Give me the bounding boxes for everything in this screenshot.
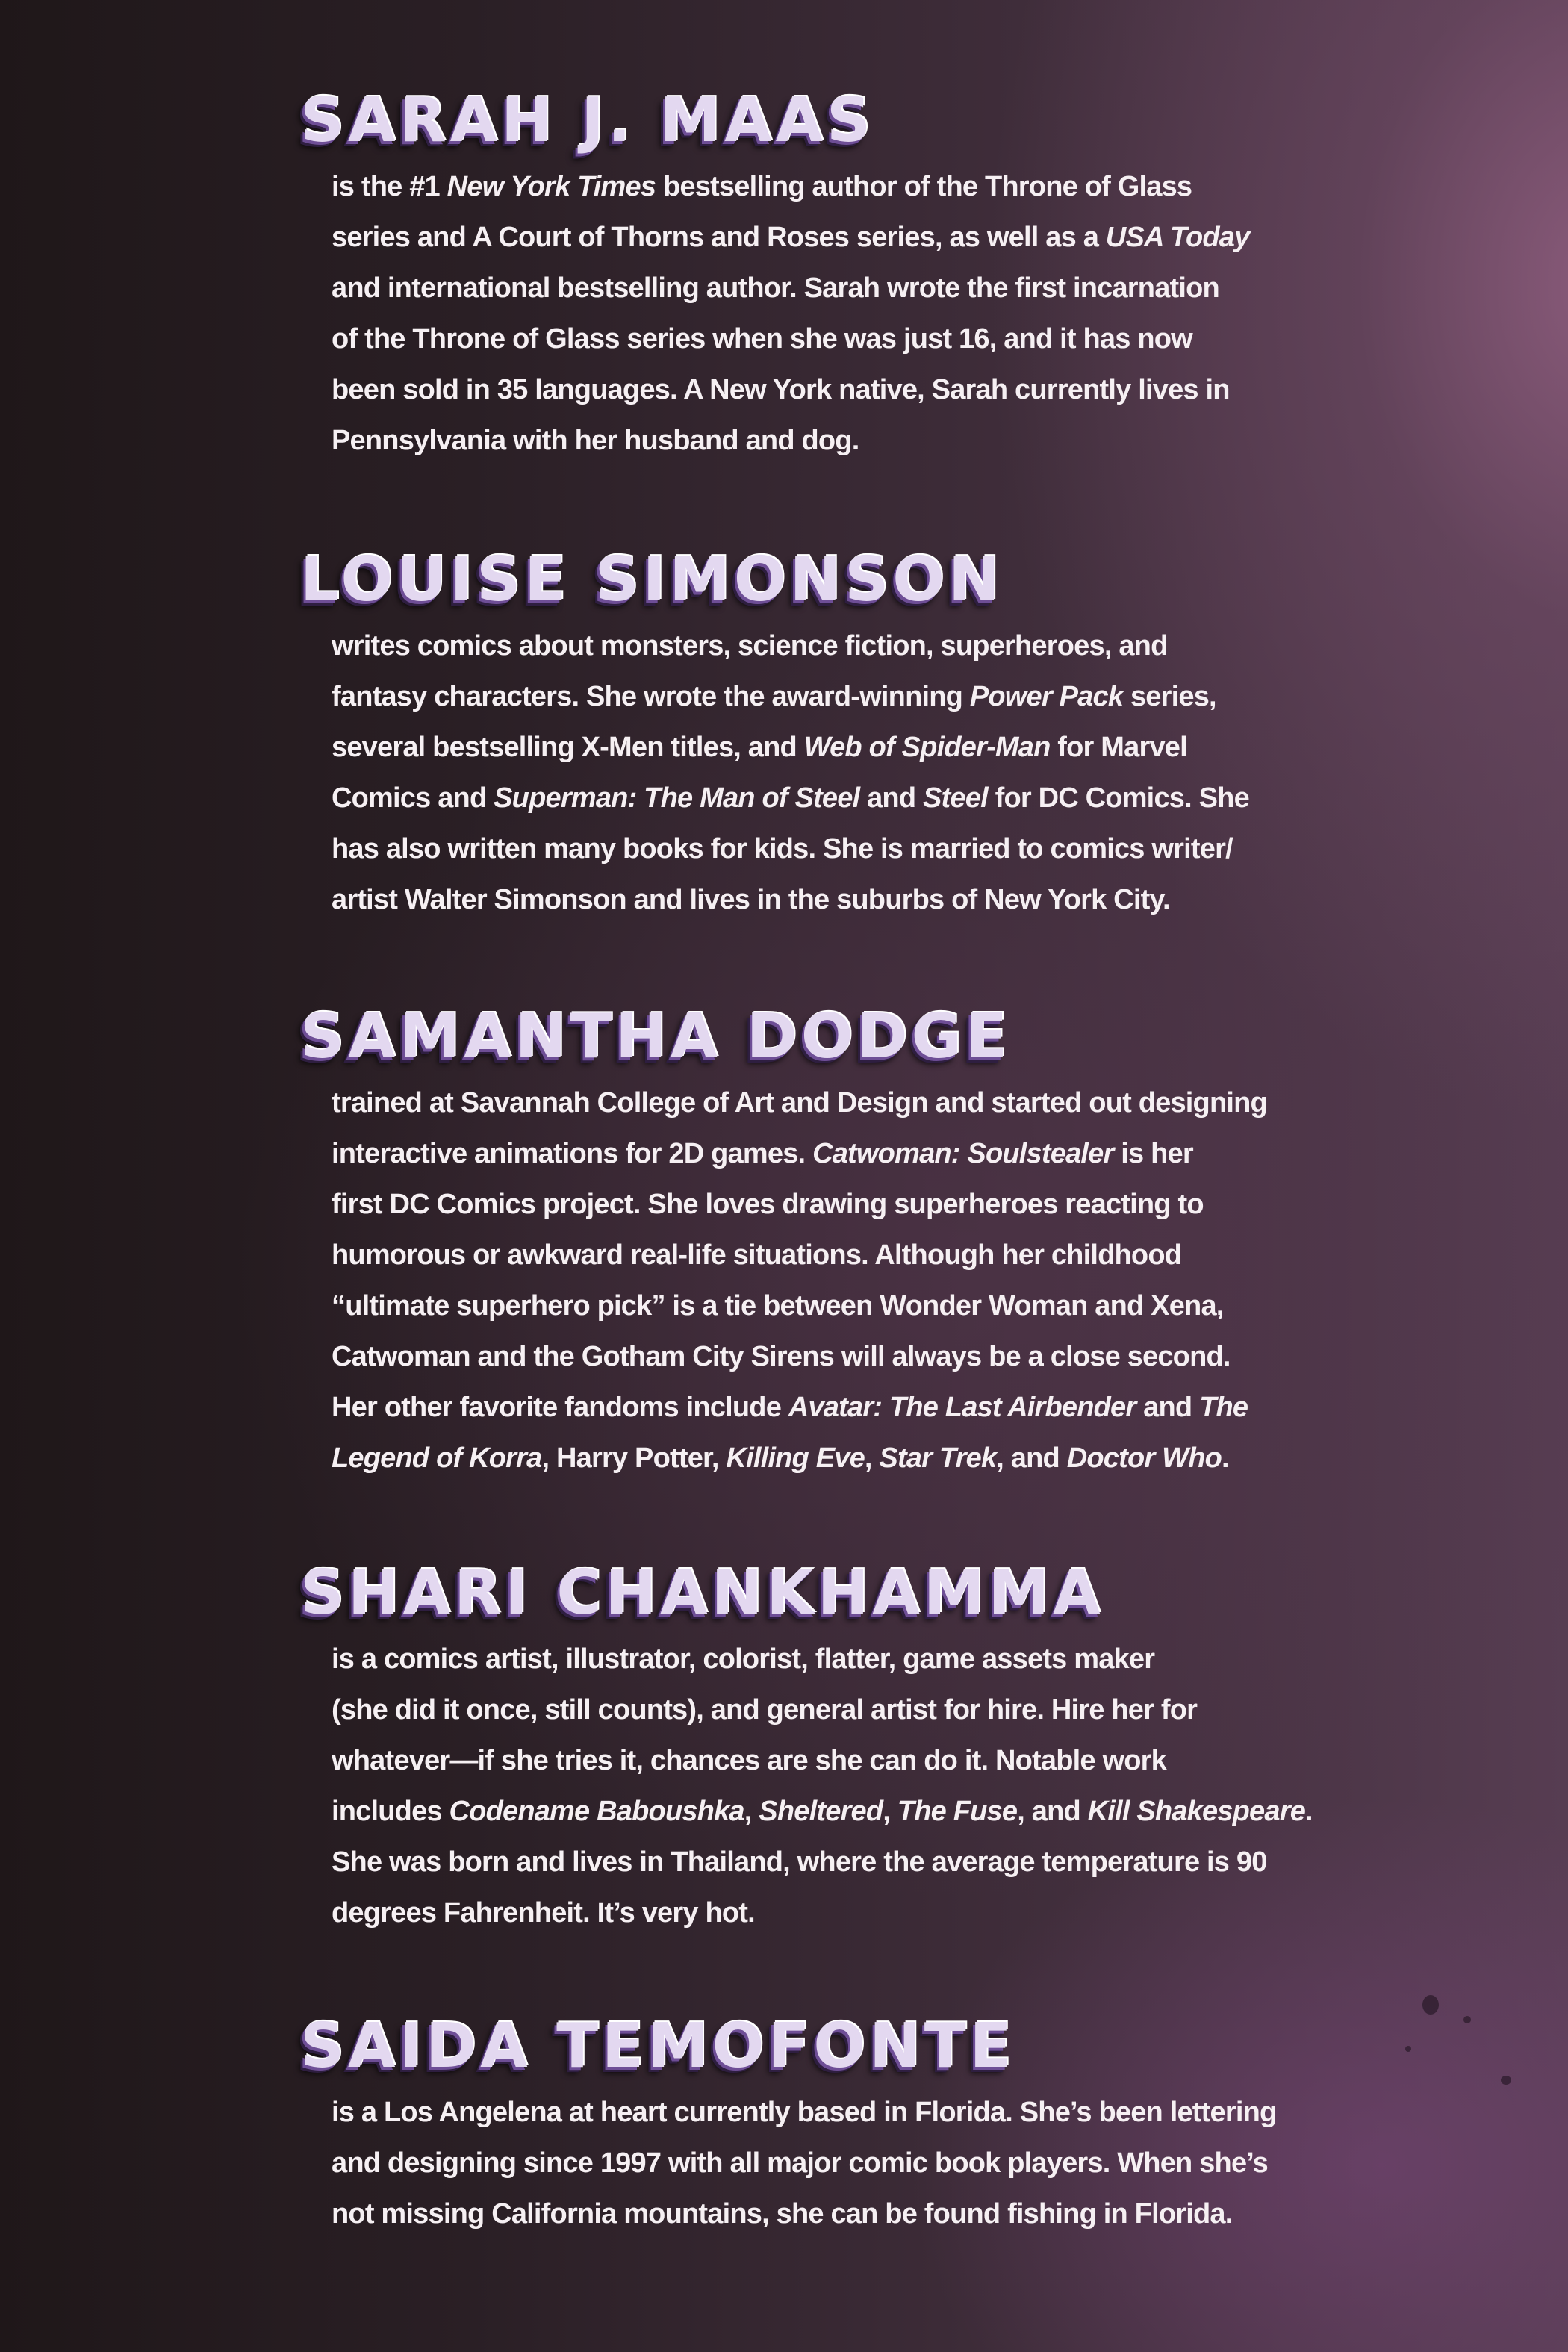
italic-title: Avatar: The Last Airbender bbox=[788, 1392, 1136, 1423]
italic-title: Legend of Korra bbox=[332, 1443, 542, 1474]
bio-line: She was born and lives in Thailand, where the average temperature is 90 bbox=[332, 1847, 1267, 1878]
bio-line: and designing since 1997 with all major comic book players. When she’s bbox=[332, 2147, 1268, 2179]
bio-line: of the Throne of Glass series when she was just 16, and it has now bbox=[332, 323, 1192, 355]
bio-text bbox=[332, 1077, 1265, 1484]
bio-samantha-dodge bbox=[299, 997, 1292, 1553]
italic-title: Doctor Who bbox=[1066, 1443, 1222, 1474]
bio-line: Pennsylvania with her husband and dog. bbox=[332, 425, 859, 456]
italic-title: The bbox=[1199, 1392, 1248, 1423]
bio-line: artist Walter Simonson and lives in the suburbs of New York City. bbox=[332, 884, 1170, 915]
author-name: LOUISE SIMONSON bbox=[300, 544, 1004, 615]
italic-title: Sheltered bbox=[759, 1796, 883, 1827]
italic-title: Web of Spider-Man bbox=[803, 732, 1051, 763]
italic-title: Steel bbox=[923, 783, 988, 814]
bio-line: writes comics about monsters, science fiction, superheroes, and bbox=[332, 630, 1168, 662]
italic-title: Catwoman: Soulstealer bbox=[812, 1138, 1114, 1169]
bio-line: interactive animations for 2D games. Catwoman: Soulstealer is her bbox=[332, 1138, 1193, 1169]
bio-text bbox=[332, 620, 1265, 925]
bio-line: first DC Comics project. She loves drawing superheroes reacting to bbox=[332, 1189, 1204, 1220]
bio-line: is a Los Angelena at heart currently based in Florida. She’s been lettering bbox=[332, 2097, 1277, 2128]
bio-line: whatever—if she tries it, chances are she can do it. Notable work bbox=[332, 1745, 1166, 1776]
italic-title: Superman: The Man of Steel bbox=[494, 783, 860, 814]
italic-title: Power Pack bbox=[969, 681, 1124, 712]
bio-line: Catwoman and the Gotham City Sirens will always be a close second. bbox=[332, 1341, 1231, 1372]
bio-line: “ultimate superhero pick” is a tie between Wonder Woman and Xena, bbox=[332, 1290, 1224, 1322]
ink-speck bbox=[1405, 2046, 1411, 2052]
bio-line: series and A Court of Thorns and Roses series, as well as a USA Today bbox=[332, 222, 1250, 253]
bio-line: and international bestselling author. Sarah wrote the first incarnation bbox=[332, 273, 1219, 304]
bio-line: fantasy characters. She wrote the award-winning Power Pack series, bbox=[332, 681, 1216, 712]
bio-text bbox=[332, 2087, 1277, 2239]
bio-text bbox=[332, 1634, 1313, 1938]
bio-text bbox=[332, 161, 1265, 466]
italic-title: Star Trek bbox=[879, 1443, 997, 1474]
author-name: SARAH J. MAAS bbox=[300, 85, 875, 156]
bio-line: humorous or awkward real-life situations. Although her childhood bbox=[332, 1239, 1182, 1271]
ink-speck bbox=[1501, 2076, 1511, 2085]
italic-title: New York Times bbox=[447, 171, 656, 202]
bio-saida-temofonte bbox=[299, 2006, 1292, 2239]
bio-line: is the #1 New York Times bestselling author of the Throne of Glass bbox=[332, 171, 1192, 202]
italic-title: Codename Baboushka bbox=[449, 1796, 744, 1827]
italic-title: USA Today bbox=[1105, 222, 1250, 253]
ink-speck bbox=[1463, 2016, 1471, 2023]
bio-line: (she did it once, still counts), and general artist for hire. Hire her for bbox=[332, 1694, 1198, 1726]
bio-shari-chankhamma bbox=[299, 1553, 1313, 2006]
bio-louise-simonson bbox=[299, 540, 1292, 997]
italic-title: The Fuse bbox=[897, 1796, 1018, 1827]
bio-line: Legend of Korra, Harry Potter, Killing Eve, Star Trek, and Doctor Who. bbox=[332, 1443, 1229, 1474]
italic-title: Killing Eve bbox=[726, 1443, 865, 1474]
bio-line: degrees Fahrenheit. It’s very hot. bbox=[332, 1897, 755, 1929]
bio-sarah-j-maas bbox=[299, 81, 1292, 540]
contributor-bios bbox=[299, 81, 1313, 2239]
ink-speck bbox=[1422, 1995, 1439, 2015]
bio-line: not missing California mountains, she can be found fishing in Florida. bbox=[332, 2198, 1233, 2230]
bio-line: has also written many books for kids. She is married to comics writer/ bbox=[332, 833, 1233, 865]
bio-line: been sold in 35 languages. A New York native, Sarah currently lives in bbox=[332, 374, 1230, 405]
italic-title: Kill Shakespeare bbox=[1087, 1796, 1306, 1827]
bio-line: several bestselling X-Men titles, and Web of Spider-Man for Marvel bbox=[332, 732, 1187, 763]
bio-line: is a comics artist, illustrator, colorist, flatter, game assets maker bbox=[332, 1643, 1155, 1675]
author-name: SHARI CHANKHAMMA bbox=[300, 1558, 1104, 1628]
bio-line: trained at Savannah College of Art and Design and started out designing bbox=[332, 1087, 1267, 1119]
bio-line: Her other favorite fandoms include Avatar: The Last Airbender and The bbox=[332, 1392, 1248, 1423]
author-name: SAMANTHA DODGE bbox=[300, 1001, 1011, 1072]
bio-line: includes Codename Baboushka, Sheltered, The Fuse, and Kill Shakespeare. bbox=[332, 1796, 1313, 1827]
author-name: SAIDA TEMOFONTE bbox=[300, 2011, 1015, 2082]
bio-line: Comics and Superman: The Man of Steel and Steel for DC Comics. She bbox=[332, 783, 1249, 814]
